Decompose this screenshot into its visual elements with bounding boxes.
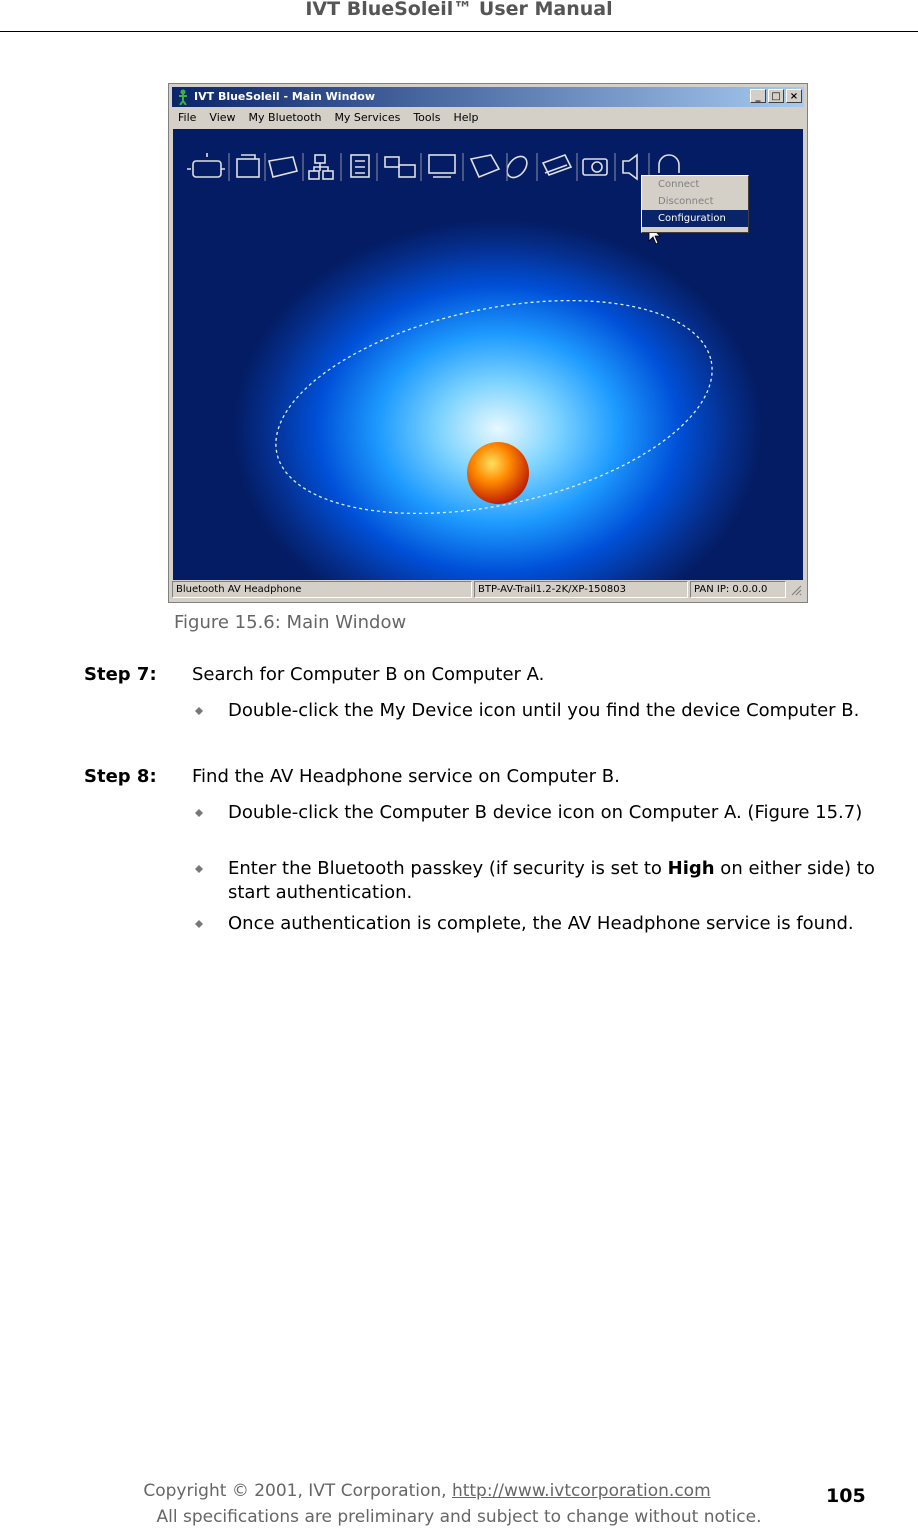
orbit-ring — [256, 265, 731, 549]
ivt-website-link[interactable]: http://www.ivtcorporation.com — [451, 1481, 711, 1501]
bluetooth-app-icon — [176, 89, 190, 105]
file-transfer-icon[interactable] — [269, 157, 297, 177]
menu-tools[interactable]: Tools — [413, 111, 441, 124]
step-8-bullet-2-before: Enter the Bluetooth passkey (if security is set to — [228, 858, 668, 879]
window-title: IVT BlueSoleil - Main Window — [194, 90, 375, 103]
menu-view[interactable]: View — [209, 111, 236, 124]
context-disconnect[interactable]: Disconnect — [658, 196, 714, 207]
menu-help[interactable]: Help — [453, 111, 479, 124]
manual-title: IVT BlueSoleil™ User Manual — [305, 0, 613, 20]
menu-file[interactable]: File — [178, 111, 197, 124]
status-pan-ip: PAN IP: 0.0.0.0 — [690, 581, 786, 598]
status-bar — [172, 580, 804, 599]
bullet-icon — [194, 808, 204, 818]
local-device-orb[interactable] — [467, 442, 529, 504]
speaker-service-icon[interactable] — [623, 155, 637, 179]
resize-grip-icon[interactable] — [790, 584, 802, 596]
network-service-icon[interactable] — [187, 153, 225, 177]
main-window-screenshot — [168, 83, 808, 603]
pim-sync-icon[interactable] — [351, 155, 369, 177]
title-bar — [172, 87, 804, 107]
status-version: BTP-AV-Trail1.2-2K/XP-150803 — [474, 581, 688, 598]
context-menu — [641, 175, 749, 233]
headphone-service-icon[interactable] — [659, 155, 679, 173]
serial-port-icon[interactable] — [429, 155, 455, 177]
step-7-label: Step 7: — [84, 664, 157, 685]
menu-my-bluetooth[interactable]: My Bluetooth — [248, 111, 322, 124]
step-8-bullet-1: Double-click the Computer B device icon on Computer A. (Figure 15.7) — [228, 802, 863, 823]
step-8-bullet-2 — [228, 857, 878, 905]
device-canvas[interactable] — [173, 129, 803, 580]
bullet-icon — [194, 919, 204, 929]
lan-access-icon[interactable] — [309, 155, 333, 179]
close-button[interactable]: × — [786, 89, 802, 103]
status-device: Bluetooth AV Headphone — [172, 581, 472, 598]
maximize-button[interactable]: □ — [768, 89, 784, 103]
step-8-bullet-3: Once authentication is complete, the AV Headphone service is found. — [228, 913, 854, 934]
menu-bar — [172, 108, 804, 128]
step-7-text: Search for Computer B on Computer A. — [192, 664, 545, 685]
step-8-label: Step 8: — [84, 766, 157, 787]
context-connect[interactable]: Connect — [658, 179, 700, 190]
footer-notice: All specifications are preliminary and subject to change without notice. — [156, 1507, 762, 1527]
figure-caption: Figure 15.6: Main Window — [174, 612, 407, 633]
step-8-text: Find the AV Headphone service on Computer B. — [192, 766, 620, 787]
step-7-bullet-1: Double-click the My Device icon until you find the device Computer B. — [228, 700, 860, 721]
dialup-service-icon[interactable] — [543, 155, 571, 175]
page-header — [0, 0, 918, 32]
footer-copyright — [0, 1481, 918, 1501]
copyright-text: Copyright © 2001, IVT Corporation, — [143, 1481, 452, 1501]
step-8-bullet-2-after: on either side) to start authentication. — [228, 858, 875, 903]
bullet-icon — [194, 706, 204, 716]
fax-service-icon[interactable] — [237, 155, 259, 177]
page-number: 105 — [826, 1485, 866, 1507]
printer-service-icon[interactable] — [471, 155, 499, 177]
personal-network-icon[interactable] — [385, 157, 415, 177]
security-level-high: High — [667, 858, 715, 879]
camera-service-icon[interactable] — [583, 159, 607, 175]
minimize-button[interactable]: _ — [750, 89, 766, 103]
bullet-icon — [194, 864, 204, 874]
menu-my-services[interactable]: My Services — [334, 111, 401, 124]
context-configuration[interactable]: Configuration — [642, 210, 748, 227]
